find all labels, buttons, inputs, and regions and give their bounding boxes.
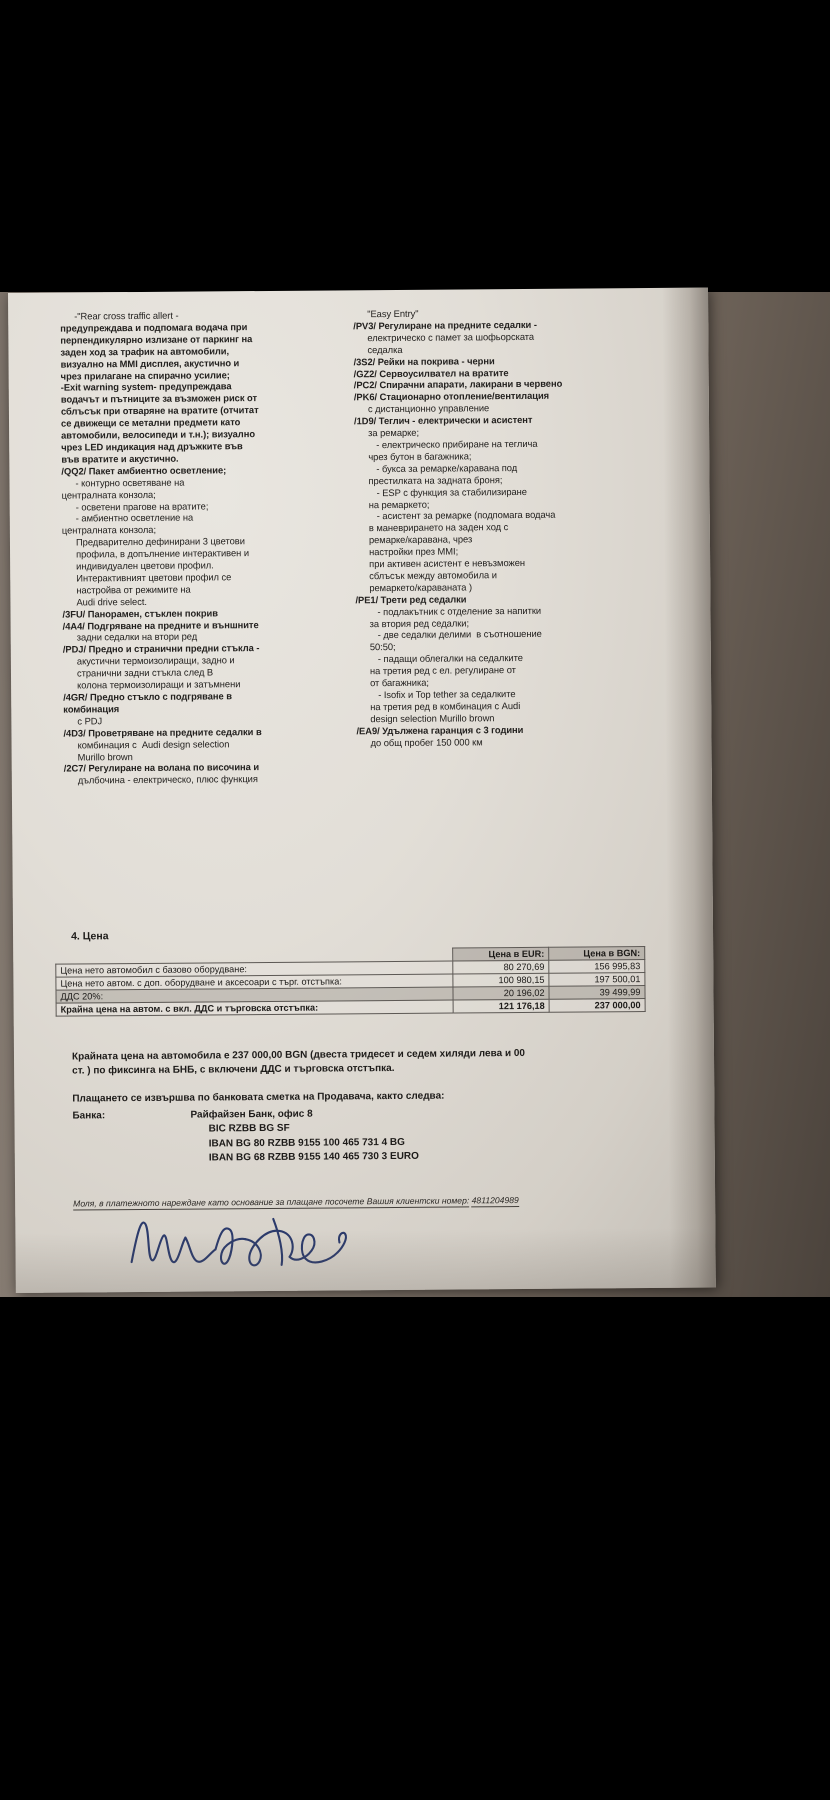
price-row-eur: 80 270,69 [453, 960, 549, 974]
option-left-line: Audi drive select. [76, 595, 147, 608]
handwritten-signature [123, 1208, 384, 1280]
option-right-line: /1D9/ Теглич - електрически и асистент [353, 414, 533, 427]
price-table-header-eur: Цена в EUR: [453, 947, 549, 961]
option-left-line: дълбочина - електрическо, плюс функция [77, 773, 258, 786]
option-left-line: комбинация с Audi design selection [77, 737, 230, 751]
option-left-line: /QQ2/ Пакет амбиентно осветление; [61, 464, 227, 477]
page-edge-shadow-bottom [15, 1227, 715, 1292]
option-right-line: "Easy Entry" [367, 307, 419, 320]
price-table [55, 946, 646, 1017]
option-left-line: се движещи се метални предмети като [60, 416, 241, 429]
option-left-line: предупреждава и подпомага водача при [60, 321, 248, 334]
option-right-line: /PK6/ Стационарно отопление/вентилация [353, 390, 550, 403]
price-row-label: ДДС 20%: [56, 987, 453, 1003]
option-left-line: /4GR/ Предно стъкло с подгряване в [63, 690, 232, 703]
option-right-line: с дистанционно управление [367, 402, 490, 415]
option-right-line: /EA9/ Удължена гаранция с 3 години [356, 723, 524, 736]
price-table-header-bgn: Цена в BGN: [549, 947, 645, 961]
option-left-line: /3FU/ Панорамен, стъклен покрив [62, 607, 218, 620]
final-price-note-line-1: Крайната цена на автомобила е 237 000,00 BGN (двеста тридесет и седем хиляди лева и 00 [71, 1047, 526, 1063]
price-row-label: Крайна цена на автом. с вкл. ДДС и търговска отстъпка: [56, 1000, 453, 1016]
option-right-line: - асистент за ремарке (подпомага водача [376, 509, 556, 522]
option-right-line: престилката на задната броня; [368, 473, 503, 486]
option-left-line: чрез LED индикация над дръжките във [61, 440, 243, 453]
bank-iban-bgn: IBAN BG 80 RZBB 9155 100 465 731 4 BG [208, 1136, 405, 1149]
bank-iban-eur: IBAN BG 68 RZBB 9155 140 465 730 3 EURO [208, 1150, 419, 1164]
option-right-line: за втория ред седалки; [369, 616, 470, 629]
client-reference-note [73, 1194, 673, 1209]
option-left-line: странични задни стъкла след В [76, 666, 214, 679]
final-price-note [72, 1046, 672, 1079]
option-left-line: сблъсък при отваряне на вратите (отчитат [60, 404, 259, 417]
option-left-line: визуално на MMI дисплея, акустично и [60, 356, 240, 370]
option-right-line: - подлакътник с отделение за напитки [377, 604, 542, 617]
option-right-line: на третия ред с ел. регулиране от [369, 664, 516, 677]
option-left-line: централната конзола; [61, 524, 157, 536]
option-right-line: - ESP с функция за стабилизиране [376, 485, 527, 498]
option-right-line: /3S2/ Рейки на покрива - черни [353, 354, 495, 367]
option-right-line: - букса за ремарке/каравана под [376, 461, 518, 474]
price-row-label: Цена нето автом. с доп. оборудване и аксесоари с търг. отстъпка: [56, 974, 453, 990]
bank-label: Банка: [72, 1109, 106, 1122]
option-right-line: при активен асистент е невъзможен [369, 556, 526, 570]
option-right-line: настройки през MMI; [369, 545, 459, 558]
option-left-line: /4D3/ Проветряване на предните седалки в [63, 725, 262, 739]
price-row-bgn: 197 500,01 [549, 973, 645, 987]
price-row-bgn: 39 499,99 [549, 986, 645, 1000]
option-left-line: Интерактивният цветови профил се [76, 571, 232, 584]
option-left-line: настройва от режимите на [76, 583, 191, 596]
option-right-line: design selection Murillo brown [370, 712, 495, 724]
option-right-line: на третия ред в комбинация с Audi [370, 699, 521, 713]
option-right-line: /PV3/ Регулиране на предните седалки - [353, 318, 537, 332]
option-left-line: - амбиентно осветление на [75, 511, 194, 524]
scanned-document-page [8, 288, 716, 1293]
option-right-line: - падащи облегалки на седалките [377, 652, 523, 665]
option-left-line: -Exit warning system- предупреждава [60, 380, 232, 394]
option-right-line: 50:50; [369, 641, 396, 653]
option-left-line: /2C7/ Регулиране на волана по височина и [63, 761, 260, 775]
option-left-line: - контурно осветяване на [75, 476, 185, 489]
option-left-line: - осветени прагове на вратите; [75, 499, 209, 512]
option-right-line: /PE1/ Трети ред седалки [355, 593, 467, 606]
option-left-line: профила, в допълнение интерактивен и [76, 547, 250, 560]
option-left-line: Предварително дефинирани 3 цветови [75, 535, 245, 548]
option-left-line: комбинация [63, 703, 120, 715]
option-right-line: за ремарке; [368, 426, 420, 439]
option-left-line: централната конзола; [61, 488, 156, 501]
option-left-line: чрез прилагане на спирачно усилие; [60, 368, 230, 382]
option-left-line: водачът и пътниците за възможен риск от [60, 392, 258, 405]
options-column-left [60, 308, 332, 786]
option-left-line: индивидуален цветови профил. [76, 559, 214, 572]
option-right-line: електрическо с памет за шофьорската [367, 330, 535, 343]
option-right-line: /PC2/ Спирачни апарати, лакирани в червено [353, 378, 563, 391]
option-left-line: перпендикулярно излизане от паркинг на [60, 332, 253, 346]
option-right-line: чрез бутон в багажника; [368, 450, 472, 463]
option-right-line: - електрическо прибиране на теглича [376, 437, 538, 451]
option-right-line: /GZ2/ Сервоусилвател на вратите [353, 366, 509, 379]
options-list-columns [8, 288, 713, 918]
price-row-eur: 100 980,15 [453, 973, 549, 987]
payment-intro-text: Плащането се извършва по банковата сметка на Продавача, както следва: [72, 1090, 445, 1105]
option-right-line: ремаркето/караваната ) [369, 581, 473, 594]
client-note-text: Моля, в платежното нареждане като основание за плащане посочете Вашия клиентски номер: [73, 1195, 470, 1209]
option-right-line: до общ пробег 150 000 км [370, 735, 483, 748]
payment-details-block [72, 1088, 673, 1167]
option-left-line: във вратите и акустично. [61, 452, 179, 465]
option-left-line: автомобили, велосипеди и т.н.); визуално [61, 428, 256, 441]
price-row-label: Цена нето автомобил с базово оборудване: [56, 961, 453, 977]
final-price-note-line-2: ст. ) по фиксинга на БНБ, с включени ДДС и търговска отстъпка. [72, 1062, 395, 1077]
option-left-line: /PDJ/ Предно и странични предни стъкла - [62, 642, 260, 655]
option-right-line: седалка [367, 343, 403, 355]
client-number: 4811204989 [471, 1195, 519, 1206]
option-left-line: /4A4/ Подгряване на предните и външните [62, 618, 259, 632]
option-right-line: - две седалки делими в съотношение [377, 628, 542, 641]
price-section-heading: 4. Цена [71, 930, 109, 943]
price-row-bgn: 156 995,83 [549, 960, 645, 974]
option-right-line: - Isofix и Top tether за седалките [378, 688, 516, 701]
price-row-bgn: 237 000,00 [549, 999, 645, 1013]
option-left-line: заден ход за трафик на автомобили, [60, 344, 230, 358]
option-right-line: на ремаркето; [368, 498, 430, 510]
price-table-body [56, 960, 645, 1017]
option-left-line: акустични термоизолиращи, задно и [76, 654, 235, 667]
option-left-line: колона термоизолиращи и затъмнени [77, 678, 241, 691]
option-left-line: задни седалки на втори ред [76, 630, 198, 643]
bank-bic: BIC RZBB BG SF [208, 1122, 290, 1135]
option-left-line: -"Rear cross traffic allert - [74, 309, 179, 322]
option-right-line: ремарке/каравана, чрез [368, 533, 473, 546]
options-column-right [353, 306, 646, 749]
option-left-line: с PDJ [77, 715, 103, 727]
option-right-line: в маневрирането на заден ход с [368, 521, 509, 534]
price-row-eur: 121 176,18 [453, 999, 549, 1013]
price-row-eur: 20 196,02 [453, 986, 549, 1000]
option-right-line: сблъсък между автомобила и [369, 569, 497, 582]
option-left-line: Murillo brown [77, 750, 133, 762]
option-right-line: от багажника; [370, 676, 429, 689]
bank-name: Райфайзен Банк, офис 8 [190, 1108, 313, 1121]
